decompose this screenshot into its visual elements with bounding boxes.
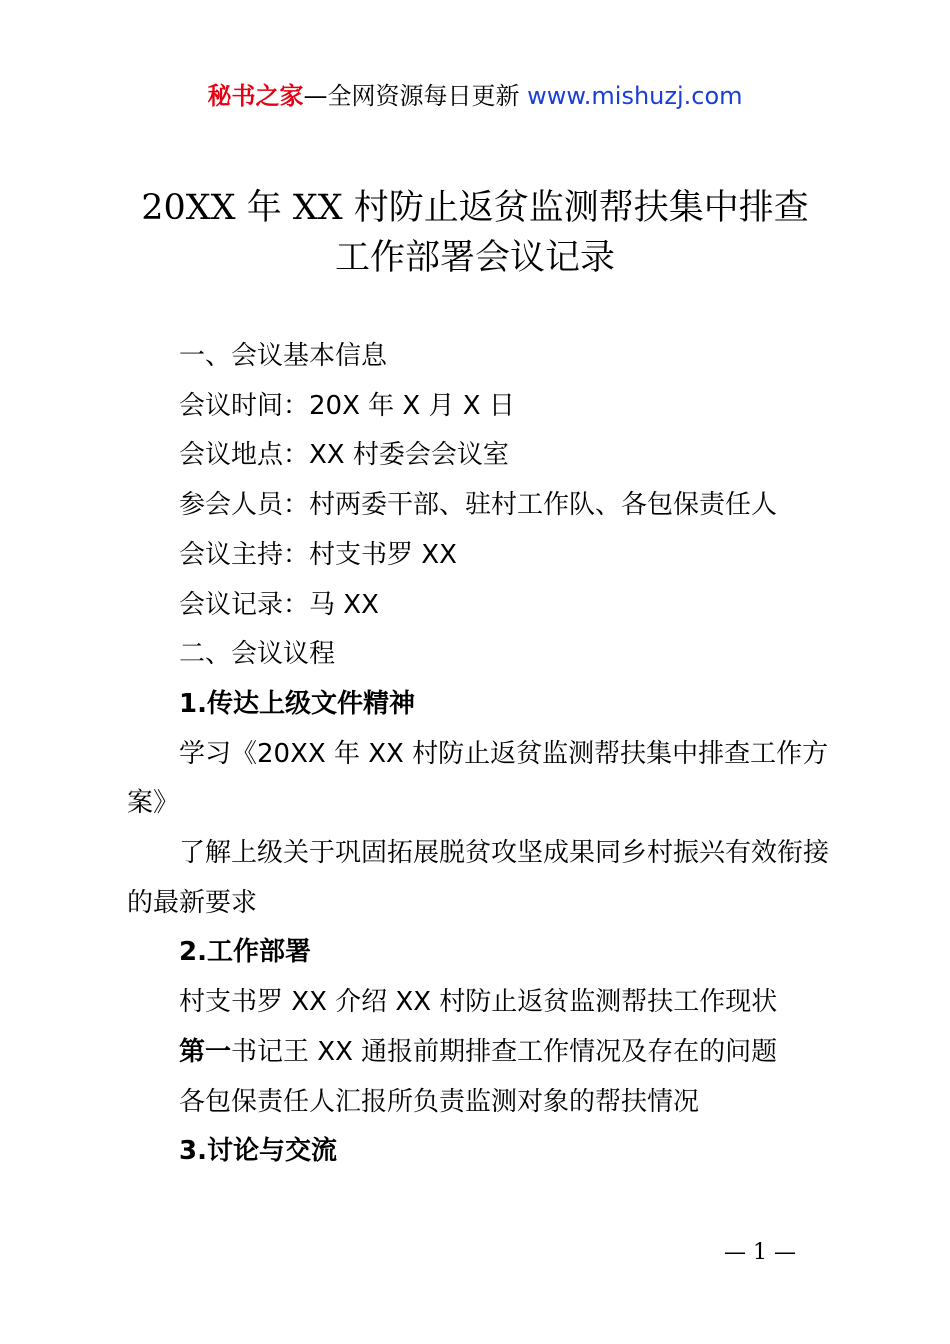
section-heading-basic-info: 一、会议基本信息 [179, 341, 388, 371]
agenda-item-2-paragraph-3: 各包保责任人汇报所负责监测对象的帮扶情况 [179, 1086, 700, 1117]
agenda-item-2-paragraph-1: 村支书罗 XX 介绍 XX 村防止返贫监测帮扶工作现状 [179, 987, 778, 1018]
emphasis-text: 第一 [179, 1036, 232, 1067]
agenda-item-1-heading: 1.传达上级文件精神 [179, 688, 415, 719]
agenda-item-2-heading: 2.工作部署 [179, 937, 311, 968]
meeting-place: 会议地点：XX 村委会会议室 [179, 440, 509, 471]
document-title [0, 183, 950, 283]
section-heading-agenda: 二、会议议程 [179, 639, 336, 670]
page-number: — 1 — [724, 1240, 796, 1265]
agenda-item-2-paragraph-2 [127, 1028, 839, 1078]
agenda-item-1-paragraph-1: 学习《20XX 年 XX 村防止返贫监测帮扶集中排查工作方案》 [127, 738, 829, 819]
meeting-time: 会议时间：20X 年 X 月 X 日 [179, 390, 515, 421]
site-banner [0, 80, 950, 112]
title-line-2: 工作部署会议记录 [334, 238, 615, 278]
meeting-host: 会议主持：村支书罗 XX [179, 539, 457, 570]
site-tagline: —全网资源每日更新 [303, 82, 528, 110]
site-brand: 秘书之家 [207, 82, 304, 110]
agenda-item-1-paragraph-2: 了解上级关于巩固拓展脱贫攻坚成果同乡村振兴有效衔接的最新要求 [127, 838, 830, 918]
site-url-link[interactable]: www.mishuzj.com [527, 82, 743, 110]
meeting-recorder: 会议记录：马 XX [179, 589, 379, 620]
document-body [127, 332, 839, 1177]
agenda-item-2-paragraph-2-text: 书记王 XX 通报前期排查工作情况及存在的问题 [231, 1036, 778, 1067]
title-line-1: 20XX 年 XX 村防止返贫监测帮扶集中排查 [141, 188, 809, 228]
meeting-attendees: 参会人员：村两委干部、驻村工作队、各包保责任人 [179, 490, 778, 521]
agenda-item-3-heading: 3.讨论与交流 [179, 1136, 337, 1167]
